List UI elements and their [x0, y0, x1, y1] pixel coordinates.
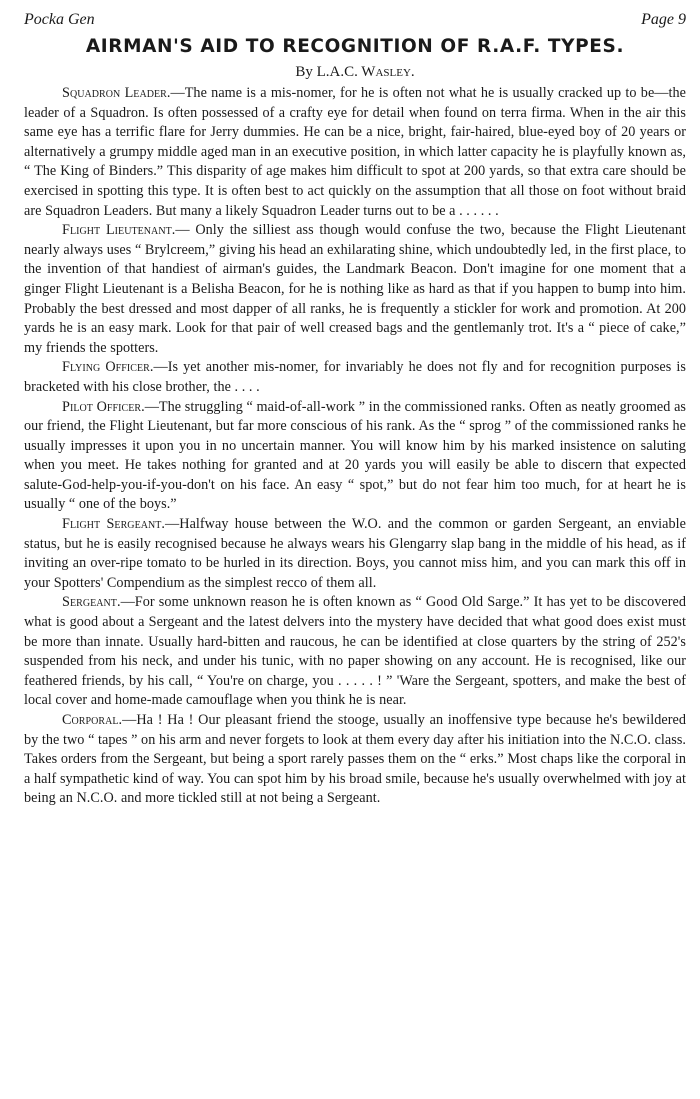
paragraph-flight-lieutenant: [24, 221, 686, 358]
rank-heading: Sergeant.: [62, 594, 121, 611]
paragraph-pilot-officer: [24, 398, 686, 516]
paragraph-corporal: [24, 711, 686, 809]
article-title: AIRMAN'S AID TO RECOGNITION OF R.A.F. TYPES.: [85, 36, 625, 57]
paragraph-text: —For some unknown reason he is often known as “ Good Old Sarge.” It has yet to be discovered what is good about a Sergeant and the latest delvers into the mystery have decided that what good does exist must be more than innate. Usually hard-bitten and raucous, he can be identified at close quarters by the string of 252's suspended from his neck, and under his tunic, with no paper showing on any account. He is recognised, like our feathered friends, by his call, “ You're on charge, you . . . . . ! ” 'Ware the Sergeant, spotters, and make the best of local cover and home-made camouflage when you think he is near.: [24, 594, 686, 709]
article-body: [24, 84, 686, 809]
paragraph-squadron-leader: [24, 84, 686, 221]
rank-heading: Pilot Officer.: [62, 398, 145, 415]
byline-author: L.A.C. Wasley.: [316, 64, 415, 80]
byline: [24, 61, 686, 83]
rank-heading: Corporal.: [62, 712, 123, 728]
paragraph-text: —Is yet another mis-nomer, for invariably he does not fly and for recognition purposes is bracketed with his close brother, the . . . .: [24, 359, 686, 395]
publication-name: Pocka Gen: [24, 11, 95, 28]
rank-heading: Flying Officer.: [62, 359, 154, 376]
paragraph-text: —Ha ! Ha ! Our pleasant friend the stooge, usually an inoffensive type because he's bewildered by the two “ tapes ” on his arm and never forgets to look at them every day after his initiation into the N.C.O. class. Takes orders from the Sergeant, but being a sport rarely passes them on the “ erks.” Most chaps like the corporal in a half sympathetic kind of way. You can spot him by his broad smile, because he's usually overwhelmed with joy at being an N.C.O. and more tickled still at not being a Sergeant.: [24, 712, 686, 807]
rank-heading: Squadron Leader.: [62, 85, 171, 101]
running-header: [24, 10, 686, 32]
paragraph-flight-sergeant: [24, 515, 686, 593]
page-number: Page 9: [641, 11, 686, 28]
paragraph-text: —Halfway house between the W.O. and the common or garden Sergeant, an enviable status, but he is easily recognised because he always wears his Glengarry slap bang in the middle of his head, as if inviting an over-ripe tomato to be hurled in its direction. Boys, you cannot miss him, and you can mark this off in your Spotters' Compendium as the simplest recco of them all.: [24, 516, 687, 591]
rank-heading: Flight Sergeant.: [62, 516, 166, 533]
paragraph-text: — Only the silliest ass though would confuse the two, because the Flight Lieutenant nearly always uses “ Brylcreem,” giving his head an exhilarating shine, which undoubtedly led, in the first place, to the invention of that handiest of airman's guides, the Landmark Beacon. Don't imagine for one moment that a ginger Flight Lieutenant is a Belisha Beacon, for he is nothing like as hard as that if you happen to bump into him. Probably the best dressed and most dapper of all ranks, he is frequently a stickler for work and promotion. At 200 yards he is an easy mark. Look for that pair of well creased bags and the gentlemanly trot. It's a “ piece of cake,” my friends the spotters.: [24, 222, 686, 356]
paragraph-text: —The struggling “ maid-of-all-work ” in the commissioned ranks. Often as neatly groomed as our friend, the Flight Lieutenant, but far more conscious of his rank. As the “ sprog ” of the commissioned ranks he usually impresses it upon you in no uncertain manner. You will know him by his marked insistence on saluting when you meet. He takes nothing for granted and at 20 yards you will easily be able to discern that expected salute-God-help-you-if-you-don't on his face. An easy “ spot,” but do not fear him too much, for at heart he is usually “ one of the boys.”: [24, 398, 686, 513]
paragraph-sergeant: [24, 593, 686, 711]
paragraph-flying-officer: [24, 358, 686, 397]
paragraph-text: —The name is a mis-nomer, for he is often not what he is usually cracked up to be—the leader of a Squadron. Is often possessed of a crafty eye for detail when found on terra firma. When in the air this same eye has a terrific flare for Jerry dummies. He can be a nice, bright, fair-haired, blue-eyed boy of 20 years or alternatively a grumpy middle aged man in an executive position, in which latter capacity he is playfully known as, “ The King of Binders.” This disparity of age makes him difficult to spot at 200 yards, so that extra care should be exercised in spotting this type. It is often best to act quickly on the assumption that all those on foot without braid are Squadron Leaders. But many a likely Squadron Leader turns out to be a . . . . . .: [24, 85, 687, 219]
byline-prefix: By: [295, 64, 317, 80]
rank-heading: Flight Lieutenant.: [62, 222, 176, 239]
